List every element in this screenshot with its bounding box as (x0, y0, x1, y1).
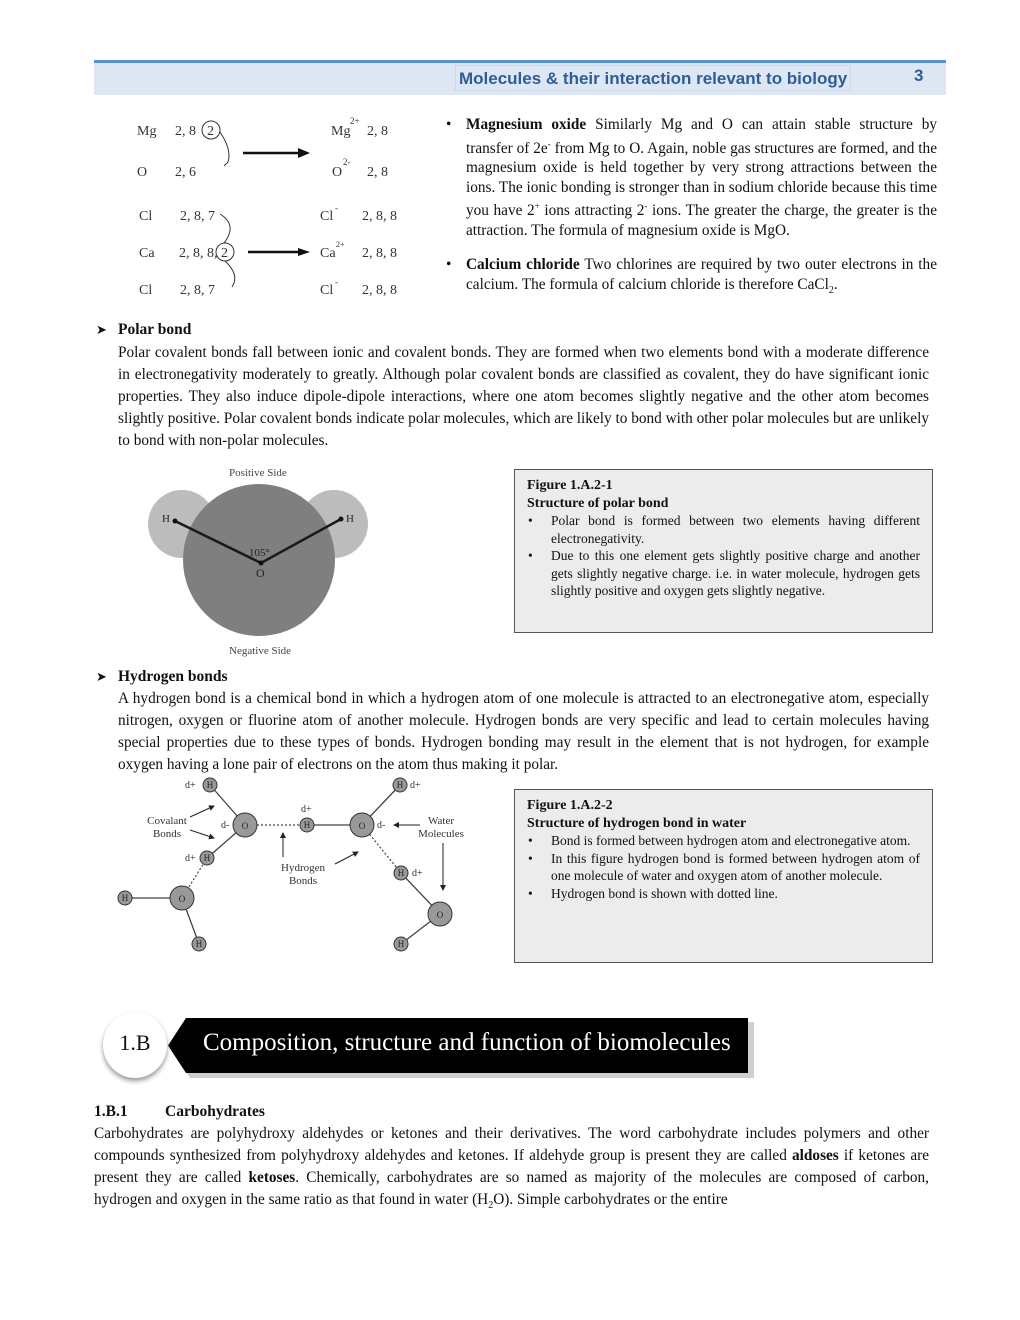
hydrogen-bonds-paragraph: A hydrogen bond is a chemical bond in which a hydrogen atom of one molecule is attracted to an electronegative atom, especially nitrogen, oxygen or fluorine atom of another molecule. Hydrogen bonds are very specific and lead to certain molecules having special properties due to these types of bonds. Hydrogen bonding may result in the element that is not hydrogen, for example oxygen having a lone pair of electrons on the atom thus making it polar. (118, 690, 929, 773)
svg-text:-: - (335, 277, 338, 287)
h-atom: H (396, 780, 404, 790)
h-label-left: H (162, 513, 170, 525)
cl-ion-2: Cl (320, 283, 334, 298)
svg-text:Bonds: Bonds (288, 875, 318, 887)
negative-side-label: Negative Side (229, 645, 292, 657)
bond-angle-label: 105° (249, 547, 270, 559)
svg-text:d+: d+ (301, 804, 312, 815)
ionic-compounds-list (444, 115, 937, 300)
running-header-title: Molecules & their interaction relevant to biology (455, 65, 851, 91)
hydrogen-bonds-heading: Hydrogen bonds (118, 668, 228, 685)
cl-label: Cl (139, 209, 153, 224)
cl-config-2: 2, 8, 7 (180, 283, 215, 298)
carbohydrates-heading: Carbohydrates (165, 1103, 265, 1120)
bullet-magnesium-oxide: • Magnesium oxide Similarly Mg and O can attain stable structure by transfer of 2e- from Mg to O. Again, noble gas structures are formed, and the magnesium oxide is held together by very strong attractions between the ions. The ionic bonding is stronger than in sodium chloride because this time you have 2+ ions attracting 2- ions. The greater the charge, the greater is the attraction. The formula of magnesium oxide is MgO. (444, 115, 937, 240)
o-label: O (137, 165, 148, 180)
o-atom: O (436, 910, 444, 920)
o-atom: O (358, 821, 366, 831)
section-title: Composition, structure and function of biomolecules (203, 1029, 731, 1056)
water-molecules-label: Water (428, 815, 454, 827)
cl-config: 2, 8, 7 (180, 209, 215, 224)
svg-text:d+: d+ (185, 853, 196, 864)
mg-ion: Mg (331, 124, 351, 139)
svg-text:Molecules: Molecules (418, 828, 464, 840)
svg-text:2, 8, 8: 2, 8, 8 (362, 209, 397, 224)
h-atom: H (206, 780, 214, 790)
h-label-right: H (346, 513, 354, 525)
mg-charge: 2+ (350, 116, 360, 126)
carbohydrates-paragraph: Carbohydrates are polyhydroxy aldehydes or ketones and their derivatives. The word carbohydrate includes polymers and other compounds synthesized from polyhydroxy aldehydes and ketones. If aldehyde group is present they are called aldoses if ketones are present they are called ketoses. Chemically, carbohydrates are so named as majority of the molecules are composed of carbon, hydrogen and oxygen in the same ratio as that found in water $(H_2O)$. Simple carbohydrates or the entire (94, 1125, 930, 1212)
figure-caption-box-polar-bond (514, 469, 933, 633)
figure-note: • Due to this one element gets slightly positive charge and another gets slightly negative charge. i.e. in water molecule, hydrogen gets slightly positive and oxygen gets slightly negative. (527, 547, 920, 600)
polar-water-diagram (140, 460, 390, 660)
figure-note: • Polar bond is formed between two elements having different electronegativity. (527, 512, 920, 547)
svg-text:-: - (335, 203, 338, 213)
cl-ion: Cl (320, 209, 334, 224)
h-atom: H (203, 853, 211, 863)
figure-note: • Bond is formed between hydrogen atom and electronegative atom. (527, 832, 920, 850)
figure-title: Structure of polar bond (527, 495, 669, 511)
svg-text:2, 8, 8: 2, 8, 8 (362, 246, 397, 261)
svg-text:d+: d+ (410, 780, 421, 791)
hydrogen-bonds-label: Hydrogen (281, 862, 325, 874)
figure-number: Figure 1.A.2-1 (527, 478, 613, 493)
ionic-bond-diagram (110, 110, 440, 310)
o-charge: 2- (343, 157, 351, 167)
cl-label-2: Cl (139, 283, 153, 298)
svg-text:Bonds: Bonds (152, 828, 182, 840)
positive-side-label: Positive Side (229, 467, 287, 479)
arrow-bullet-icon: ➤ (96, 669, 107, 684)
arrow-bullet-icon: ➤ (96, 322, 107, 337)
figure-title: Structure of hydrogen bond in water (527, 815, 747, 831)
h-atom: H (303, 820, 311, 830)
svg-text:d+: d+ (185, 780, 196, 791)
svg-text:2+: 2+ (336, 240, 345, 249)
o-atom: O (241, 821, 249, 831)
figure-number: Figure 1.A.2-2 (527, 798, 613, 813)
ca-label: Ca (139, 246, 155, 261)
svg-text:d+: d+ (412, 868, 423, 879)
svg-text:2, 8, 8: 2, 8, 8 (362, 283, 397, 298)
covalent-bonds-label: Covalant (147, 815, 187, 827)
figure-caption-box-hydrogen-bond (514, 789, 933, 963)
mg-electron: 2 (207, 124, 214, 139)
ca-ion: Ca (320, 246, 336, 261)
ca-electron: 2 (221, 246, 228, 261)
h-atom: H (397, 868, 405, 878)
o-config: 2, 6 (175, 165, 196, 180)
o-ion: O (332, 165, 343, 180)
o-ion-config: 2, 8 (367, 165, 388, 180)
h-atom: H (121, 893, 129, 903)
polar-bond-paragraph: Polar covalent bonds fall between ionic and covalent bonds. They are formed when two elements bond with a moderate difference in electronegativity moderately to greatly. Although polar covalent bonds are classified as covalent, they do have significant ionic properties. They also induce dipole-dipole interactions, where one atom becomes slightly negative and the other atom becomes slightly positive. Polar covalent bonds indicate polar molecules, which are likely to bond with other polar molecules but are unlikely to bond with non-polar molecules. (118, 344, 929, 449)
o-atom: O (178, 894, 186, 904)
ca-config: 2, 8, 8, (179, 246, 218, 261)
section-number-badge: 1.B (103, 1012, 167, 1078)
hydrogen-bond-diagram (110, 775, 480, 965)
h-atom: H (195, 939, 203, 949)
svg-text:d-: d- (377, 820, 386, 831)
mg-config: 2, 8 (175, 124, 196, 139)
o-label: O (256, 566, 265, 580)
h-atom: H (397, 939, 405, 949)
mg-ion-config: 2, 8 (367, 124, 388, 139)
figure-note: • Hydrogen bond is shown with dotted line. (527, 885, 920, 903)
page-number: 3 (914, 66, 924, 85)
polar-bond-heading: Polar bond (118, 321, 192, 338)
svg-text:d-: d- (221, 820, 230, 831)
subsection-number: 1.B.1 (94, 1103, 128, 1120)
bullet-calcium-chloride: • Calcium chloride Two chlorines are required by two outer electrons in the calcium. The formula of calcium chloride is therefore CaCl$_2$. (444, 255, 937, 300)
figure-note: • In this figure hydrogen bond is formed between hydrogen atom of one molecule of water and oxygen atom of another molecule. (527, 850, 920, 885)
mg-label: Mg (137, 124, 157, 139)
